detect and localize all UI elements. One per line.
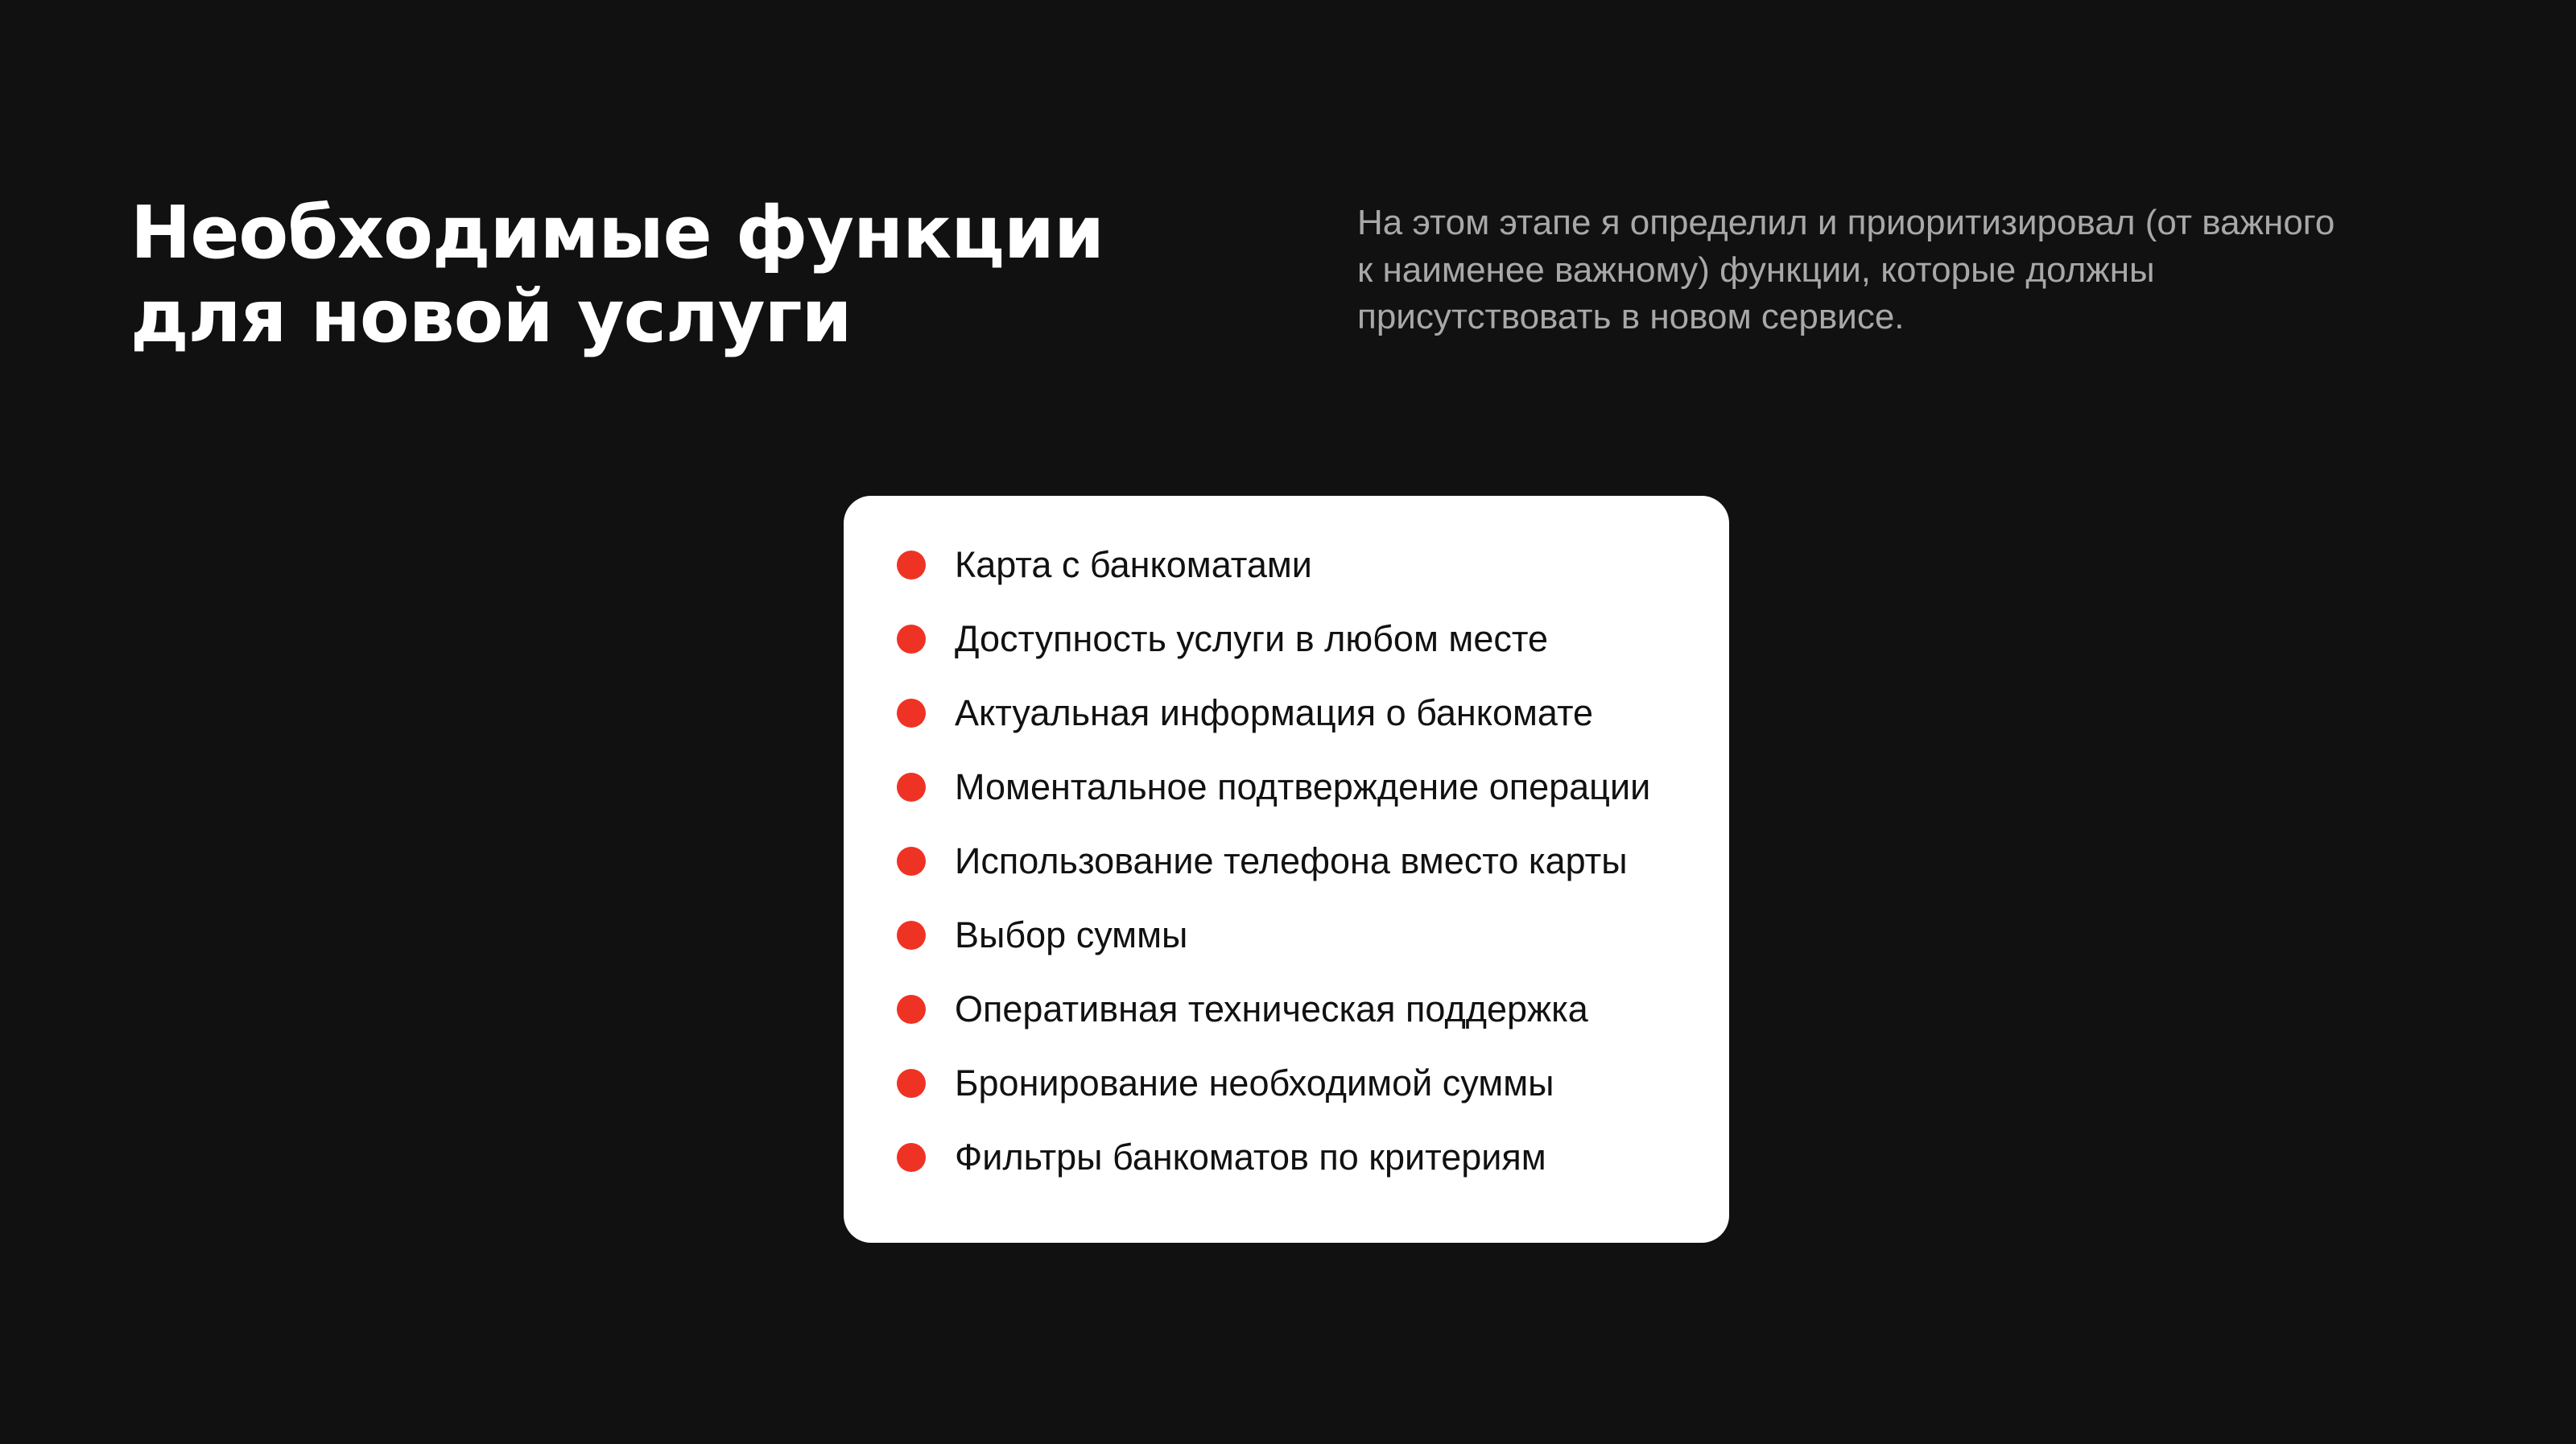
feature-item	[844, 602, 1729, 676]
bullet-dot-icon	[897, 699, 926, 728]
feature-item	[844, 528, 1729, 602]
feature-item	[844, 898, 1729, 972]
feature-label: Выбор суммы	[955, 914, 1188, 955]
feature-label: Использование телефона вместо карты	[955, 840, 1628, 881]
feature-label: Оперативная техническая поддержка	[955, 988, 1588, 1029]
bullet-dot-icon	[897, 773, 926, 802]
intro-line-3: присутствовать в новом сервисе.	[1357, 297, 1905, 336]
feature-item	[844, 676, 1729, 750]
page-title	[130, 192, 1338, 359]
intro-description	[1357, 200, 2484, 341]
bullet-dot-icon	[897, 995, 926, 1024]
features-card	[844, 496, 1729, 1243]
intro-line-2: к наименее важному) функции, которые должны	[1357, 250, 2155, 290]
feature-label: Бронирование необходимой суммы	[955, 1062, 1554, 1104]
feature-label: Доступность услуги в любом месте	[955, 618, 1548, 659]
feature-list	[844, 528, 1729, 1194]
bullet-dot-icon	[897, 1143, 926, 1172]
feature-label: Моментальное подтверждение операции	[955, 766, 1651, 807]
intro-line-1: На этом этапе я определил и приоритизировал (от важного	[1357, 203, 2335, 242]
feature-item	[844, 1120, 1729, 1194]
feature-label: Карта с банкоматами	[955, 544, 1312, 585]
feature-item	[844, 1046, 1729, 1120]
bullet-dot-icon	[897, 551, 926, 580]
bullet-dot-icon	[897, 625, 926, 654]
bullet-dot-icon	[897, 847, 926, 876]
feature-label: Актуальная информация о банкомате	[955, 692, 1594, 733]
bullet-dot-icon	[897, 1069, 926, 1098]
page-title-line-2: для новой услуги	[130, 274, 852, 359]
page-title-line-1: Необходимые функции	[130, 191, 1104, 275]
bullet-dot-icon	[897, 921, 926, 950]
feature-item	[844, 750, 1729, 824]
feature-item	[844, 972, 1729, 1046]
feature-label: Фильтры банкоматов по критериям	[955, 1137, 1546, 1178]
feature-item	[844, 824, 1729, 898]
